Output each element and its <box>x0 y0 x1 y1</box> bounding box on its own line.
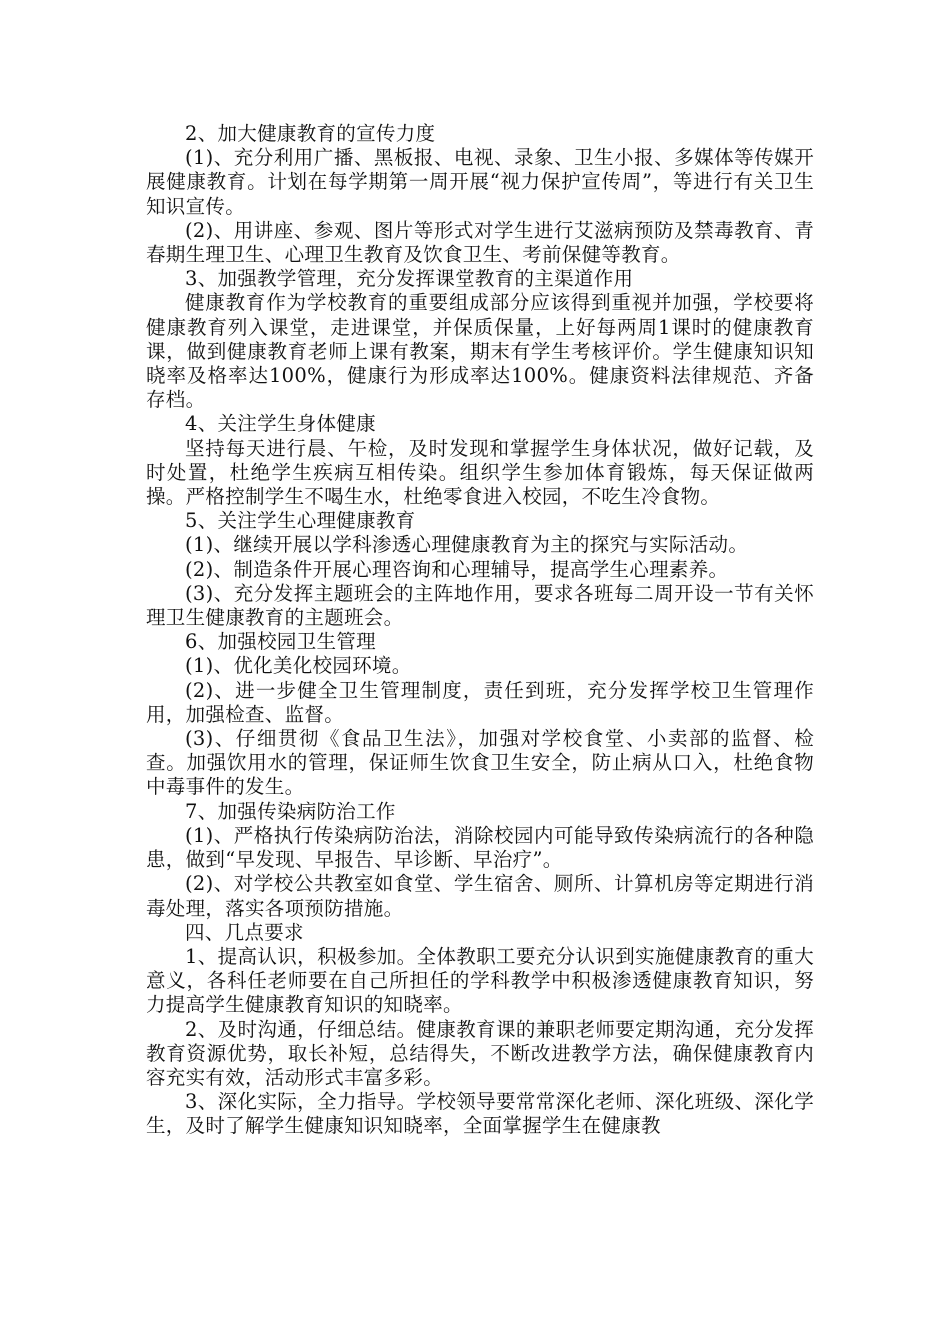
paragraph-subject-infiltration: (1)、继续开展以学科渗透心理健康教育为主的探究与实际活动。 <box>185 533 749 557</box>
paragraph-lectures: (2)、用讲座、参观、图片等形式对学生进行艾滋病预防及禁毒教育、青春期生理卫生、心理卫生教育及饮食卫生、考前保健等教育。 <box>146 218 814 267</box>
section-heading-teaching-management: 3、加强教学管理，充分发挥课堂教育的主渠道作用 <box>185 267 634 291</box>
paragraph-disinfection: (2)、对学校公共教室如食堂、学生宿舍、厕所、计算机房等定期进行消毒处理，落实各项预防措施。 <box>146 872 814 920</box>
paragraph-class-meetings: (3)、充分发挥主题班会的主阵地作用，要求各班每二周开设一节有关怀理卫生健康教育的主题班会。 <box>146 581 814 630</box>
paragraph-guidance: 3、深化实际，全力指导。学校领导要常常深化老师、深化班级、深化学生，及时了解学生健康知识知晓率，全面掌握学生在健康教 <box>146 1090 814 1138</box>
section-heading-infectious-disease: 7、加强传染病防治工作 <box>185 799 396 823</box>
section-heading-requirements: 四、几点要求 <box>185 920 304 944</box>
paragraph-classroom-health-education: 健康教育作为学校教育的重要组成部分应该得到重视并加强，学校要将健康教育列入课堂，走进课堂，并保质保量，上好每两周1课时的健康教育课，做到健康教育老师上课有教案，期末有学生考核评价。学生健康知识知晓率及格率达100%，健康行为形成率达100%。健康资料法律规范、齐备存档。 <box>146 291 814 412</box>
paragraph-raise-awareness: 1、提高认识，积极参加。全体教职工要充分认识到实施健康教育的重大意义，各科任老师要在自己所担任的学科教学中积极渗透健康教育知识，努力提高学生健康教育知识的知晓率。 <box>146 944 814 1017</box>
paragraph-communication: 2、及时沟通，仔细总结。健康教育课的兼职老师要定期沟通，充分发挥教育资源优势，取长补短，总结得失，不断改进教学方法，确保健康教育内容充实有效，活动形式丰富多彩。 <box>146 1017 814 1089</box>
paragraph-beautify-campus: (1)、优化美化校园环境。 <box>185 654 412 678</box>
paragraph-prevention-law: (1)、严格执行传染病防治法，消除校园内可能导致传染病流行的各种隐患，做到“早发现、早报告、早诊断、早治疗”。 <box>146 823 814 872</box>
section-heading-mental-health: 5、关注学生心理健康教育 <box>185 509 416 533</box>
section-heading-campus-hygiene: 6、加强校园卫生管理 <box>185 630 376 654</box>
section-heading-publicity: 2、加大健康教育的宣传力度 <box>185 122 436 145</box>
paragraph-media-education: (1)、充分利用广播、黑板报、电视、录象、卫生小报、多媒体等传媒开展健康教育。计划在每学期第一周开展“视力保护宣传周”，等进行有关卫生知识宣传。 <box>146 146 814 218</box>
section-heading-physical-health: 4、关注学生身体健康 <box>185 412 376 436</box>
paragraph-hygiene-system: (2)、进一步健全卫生管理制度，责任到班，充分发挥学校卫生管理作用，加强检查、监督。 <box>146 678 814 726</box>
document-body <box>146 122 814 1139</box>
paragraph-daily-checks: 坚持每天进行晨、午检，及时发现和掌握学生身体状况，做好记载，及时处置，杜绝学生疾病互相传染。组织学生参加体育锻炼，每天保证做两操。严格控制学生不喝生水，杜绝零食进入校园，不吃生冷食物。 <box>146 436 814 509</box>
paragraph-food-hygiene-law: (3)、仔细贯彻《食品卫生法》，加强对学校食堂、小卖部的监督、检查。加强饮用水的管理，保证师生饮食卫生安全，防止病从口入，杜绝食物中毒事件的发生。 <box>146 727 814 799</box>
paragraph-counseling: (2)、制造条件开展心理咨询和心理辅导，提高学生心理素养。 <box>185 557 729 581</box>
